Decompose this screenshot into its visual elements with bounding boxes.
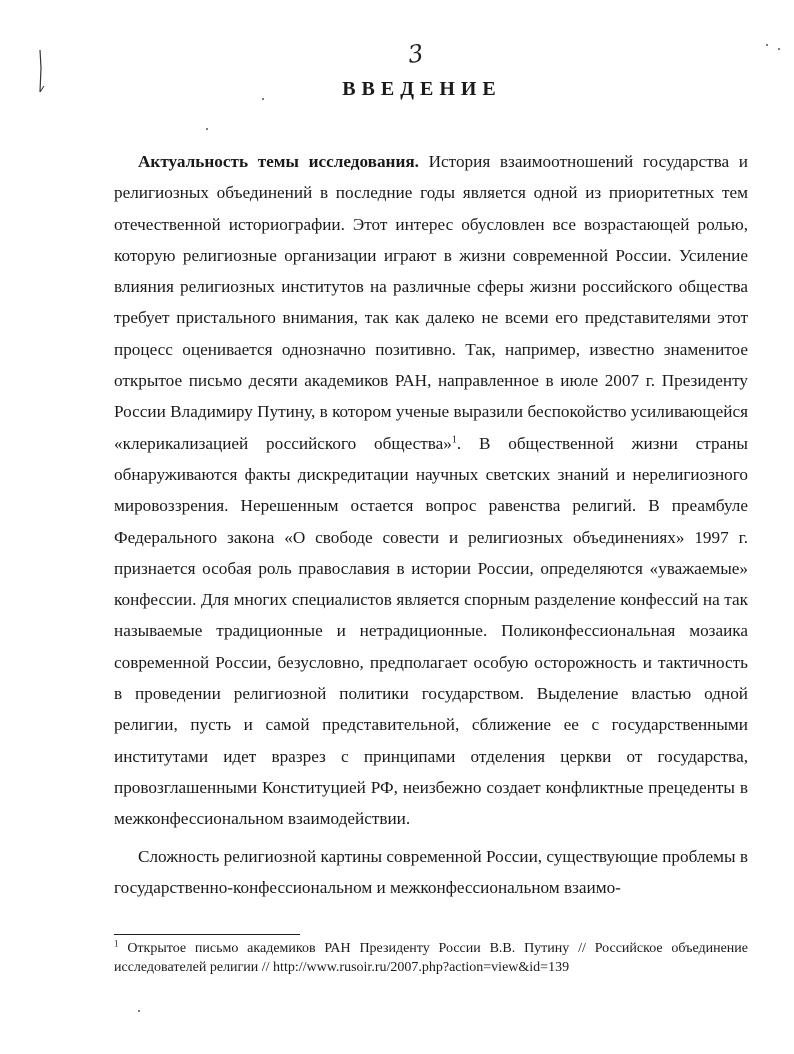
paragraph-2: Сложность религиозной картины современной России, существующие проблемы в государственно-конфессиональном и межконфессиональном взаимо- (114, 846, 748, 897)
scan-speck (766, 44, 768, 46)
body-text (114, 146, 748, 903)
paragraph-text: История взаимоотношений государства и религиозных объединений в последние годы является одной из приоритетных тем отечественной историографии. Этот интерес обусловлен все возрастающей ролью, которую религиозные организации играют в жизни современной России. Усиление влияния религиозных институтов на различные сферы жизни российского общества требует пристального внимания, так как далеко не всеми его представителями этот процесс оценивается однозначно позитивно. Так, например, известно знаменитое открытое письмо десяти академиков РАН, направленное в июле 2007 г. Президенту России Владимиру Путину, в котором ученые выразили беспокойство усиливающейся «клерикализацией российского общества» (114, 152, 748, 453)
page-title: ВВЕДЕНИЕ (342, 78, 502, 100)
footnote (114, 939, 748, 977)
scan-speck (778, 48, 780, 50)
footnote-number: 1 (114, 938, 119, 949)
footnote-divider (114, 934, 300, 935)
scan-speck (206, 128, 208, 130)
scan-speck (262, 98, 264, 100)
scan-speck (138, 1010, 140, 1012)
page-number: 3 (406, 39, 426, 69)
footnote-text: Открытое письмо академиков РАН Президенту России В.В. Путину // Российское объединение исследователей религии // http://www.rusoir.ru/2007.php?action=view&id=139 (114, 941, 748, 975)
paragraph-lead: Актуальность темы исследования. (138, 152, 419, 171)
footnote-reference: 1 (451, 433, 457, 445)
paragraph-text-continued: . В общественной жизни страны обнаруживаются факты дискредитации научных светских знаний и нерелигиозного мировоззрения. Нерешенным остается вопрос равенства религий. В преамбуле Федерального закона «О свободе совести и религиозных объединениях» 1997 г. признается особая роль православия в истории России, определяются «уважаемые» конфессии. Для многих специалистов является спорным разделение конфессий на так называемые традиционные и нетрадиционные. Поликонфессиональная мозаика современной России, безусловно, предполагает особую осторожность и тактичность в проведении религиозной политики государством. Выделение властью одной религии, пусть и самой представительной, сближение ее с государственными институтами идет вразрез с принципами отделения церкви от государства, провозглашенными Конституцией РФ, неизбежно создает конфликтные прецеденты в межконфессиональном взаимодействии. (114, 433, 748, 829)
paragraph-1 (114, 146, 748, 835)
